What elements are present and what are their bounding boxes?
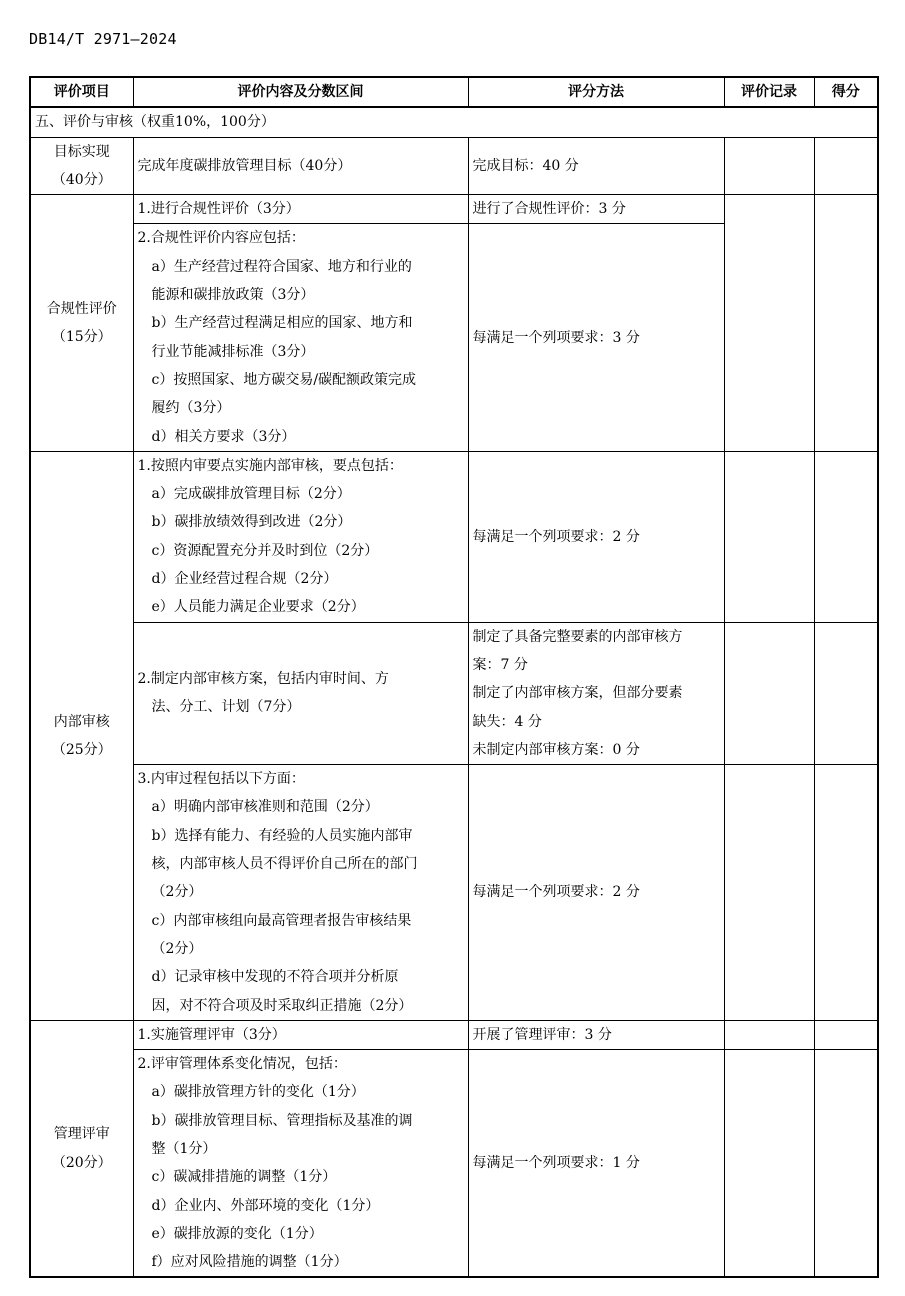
section-row [30,107,878,137]
method-cell: 制定了具备完整要素的内部审核方 案：7 分 制定了内部审核方案，但部分要素 缺失：4 分 未制定内部审核方案：0 分 [468,622,724,764]
item-target: 目标实现 （40分） [30,137,133,195]
record-cell [724,451,814,622]
standard-code: DB14/T 2971—2024 [29,30,177,48]
record-cell [724,195,814,452]
score-cell [814,1050,878,1278]
content-cell: 2.评审管理体系变化情况，包括： a）碳排放管理方针的变化（1分） b）碳排放管理目标、管理指标及基准的调 整（1分） c）碳减排措施的调整（1分） d）企业内、外部环境的变化（1分） e）碳排放源的变化（1分） f）应对风险措施的调整（1分） [133,1050,468,1278]
method-cell: 完成目标：40 分 [468,137,724,195]
record-cell [724,137,814,195]
table-row [30,622,878,764]
content-cell: 1.按照内审要点实施内部审核，要点包括： a）完成碳排放管理目标（2分） b）碳排放绩效得到改进（2分） c）资源配置充分并及时到位（2分） d）企业经营过程合规（2分） e）人员能力满足企业要求（2分） [133,451,468,622]
content-cell: 3.内审过程包括以下方面： a）明确内部审核准则和范围（2分） b）选择有能力、有经验的人员实施内部审 核，内部审核人员不得评价自己所在的部门 （2分） c）内部审核组向最高管理者报告审核结果 （2分） d）记录审核中发现的不符合项并分析原 因，对不符合项及时采取纠正措施（2分） [133,765,468,1021]
item-management-review: 管理评审 （20分） [30,1020,133,1277]
method-cell: 开展了管理评审：3 分 [468,1020,724,1049]
method-cell: 每满足一个列项要求：2 分 [468,451,724,622]
table-header-row [30,77,878,107]
table-row [30,765,878,1021]
method-cell: 每满足一个列项要求：2 分 [468,765,724,1021]
section-title: 五、评价与审核（权重10%，100分） [30,107,878,137]
col-header-record: 评价记录 [724,77,814,107]
evaluation-table [29,76,879,1278]
record-cell [724,622,814,764]
score-cell [814,195,878,452]
content-cell: 1.进行合规性评价（3分） [133,195,468,224]
score-cell [814,765,878,1021]
score-cell [814,137,878,195]
table-row [30,1020,878,1049]
col-header-content: 评价内容及分数区间 [133,77,468,107]
content-cell: 2.合规性评价内容应包括： a）生产经营过程符合国家、地方和行业的 能源和碳排放政策（3分） b）生产经营过程满足相应的国家、地方和 行业节能减排标准（3分） c）按照国家、地方碳交易/碳配额政策完成 履约（3分） d）相关方要求（3分） [133,224,468,451]
content-cell: 完成年度碳排放管理目标（40分） [133,137,468,195]
content-cell: 2.制定内部审核方案，包括内审时间、方 法、分工、计划（7分） [133,622,468,764]
table-row [30,195,878,224]
table-row [30,137,878,195]
record-cell [724,1020,814,1049]
item-internal-audit: 内部审核 （25分） [30,451,133,1020]
record-cell [724,1050,814,1278]
item-compliance: 合规性评价 （15分） [30,195,133,452]
score-cell [814,451,878,622]
col-header-score: 得分 [814,77,878,107]
table-row [30,451,878,622]
method-cell: 进行了合规性评价：3 分 [468,195,724,224]
table-row [30,1050,878,1278]
col-header-method: 评分方法 [468,77,724,107]
score-cell [814,1020,878,1049]
score-cell [814,622,878,764]
method-cell: 每满足一个列项要求：1 分 [468,1050,724,1278]
record-cell [724,765,814,1021]
content-cell: 1.实施管理评审（3分） [133,1020,468,1049]
col-header-item: 评价项目 [30,77,133,107]
method-cell: 每满足一个列项要求：3 分 [468,224,724,451]
